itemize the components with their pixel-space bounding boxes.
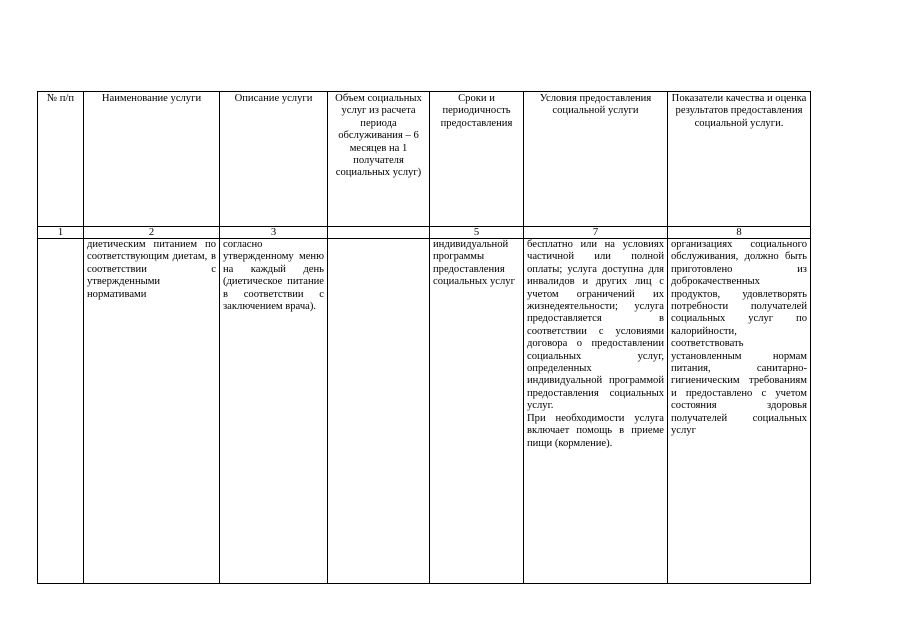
- header-number: № п/п: [38, 92, 84, 227]
- column-number: 7: [524, 227, 668, 239]
- column-number: 5: [430, 227, 524, 239]
- header-conditions: Условия предоставления социальной услуги: [524, 92, 668, 227]
- column-number: 3: [220, 227, 328, 239]
- cell-service-description: согласно утвержденному меню на каждый день (диетическое питание в соответствии с заключением врача).: [220, 239, 328, 584]
- header-service-volume: Объем социальных услуг из расчета периода обслуживания – 6 месяцев на 1 получателя социальных услуг): [328, 92, 430, 227]
- column-number: 1: [38, 227, 84, 239]
- column-number: [328, 227, 430, 239]
- header-terms: Сроки и периодичность предоставления: [430, 92, 524, 227]
- conditions-paragraph: При необходимости услуга включает помощь в приеме пищи (кормление).: [527, 412, 664, 449]
- cell-terms: индивидуальной программы предоставления социальных услуг: [430, 239, 524, 584]
- cell-conditions: [524, 239, 668, 584]
- column-number: 8: [668, 227, 811, 239]
- table-row: [38, 239, 811, 584]
- column-number-row: [38, 227, 811, 239]
- cell-service-name: диетическим питанием по соответствующим диетам, в соответствии с утвержденными нормативами: [84, 239, 220, 584]
- cell-service-volume: [328, 239, 430, 584]
- conditions-paragraph: бесплатно или на условиях частичной или полной оплаты; услуга доступна для инвалидов и других лиц с учетом ограничений их жизнедеятельности; услуга предоставляется в соответствии с условиями договора о предоставлении социальных услуг, определенных индивидуальной программой предоставления социальных услуг.: [527, 239, 664, 412]
- header-quality-indicators: Показатели качества и оценка результатов предоставления социальной услуги.: [668, 92, 811, 227]
- cell-quality-indicators: организациях социального обслуживания, должно быть приготовлено из доброкачественных продуктов, удовлетворять потребности получателей социальных услуг по калорийности, соответствовать установленным нормам питания, санитарно-гигиеническим требованиям и предоставлено с учетом состояния здоровья получателей социальных услуг: [668, 239, 811, 584]
- column-number: 2: [84, 227, 220, 239]
- header-service-name: Наименование услуги: [84, 92, 220, 227]
- header-service-description: Описание услуги: [220, 92, 328, 227]
- services-table: [37, 91, 811, 584]
- header-row: [38, 92, 811, 227]
- cell-number: [38, 239, 84, 584]
